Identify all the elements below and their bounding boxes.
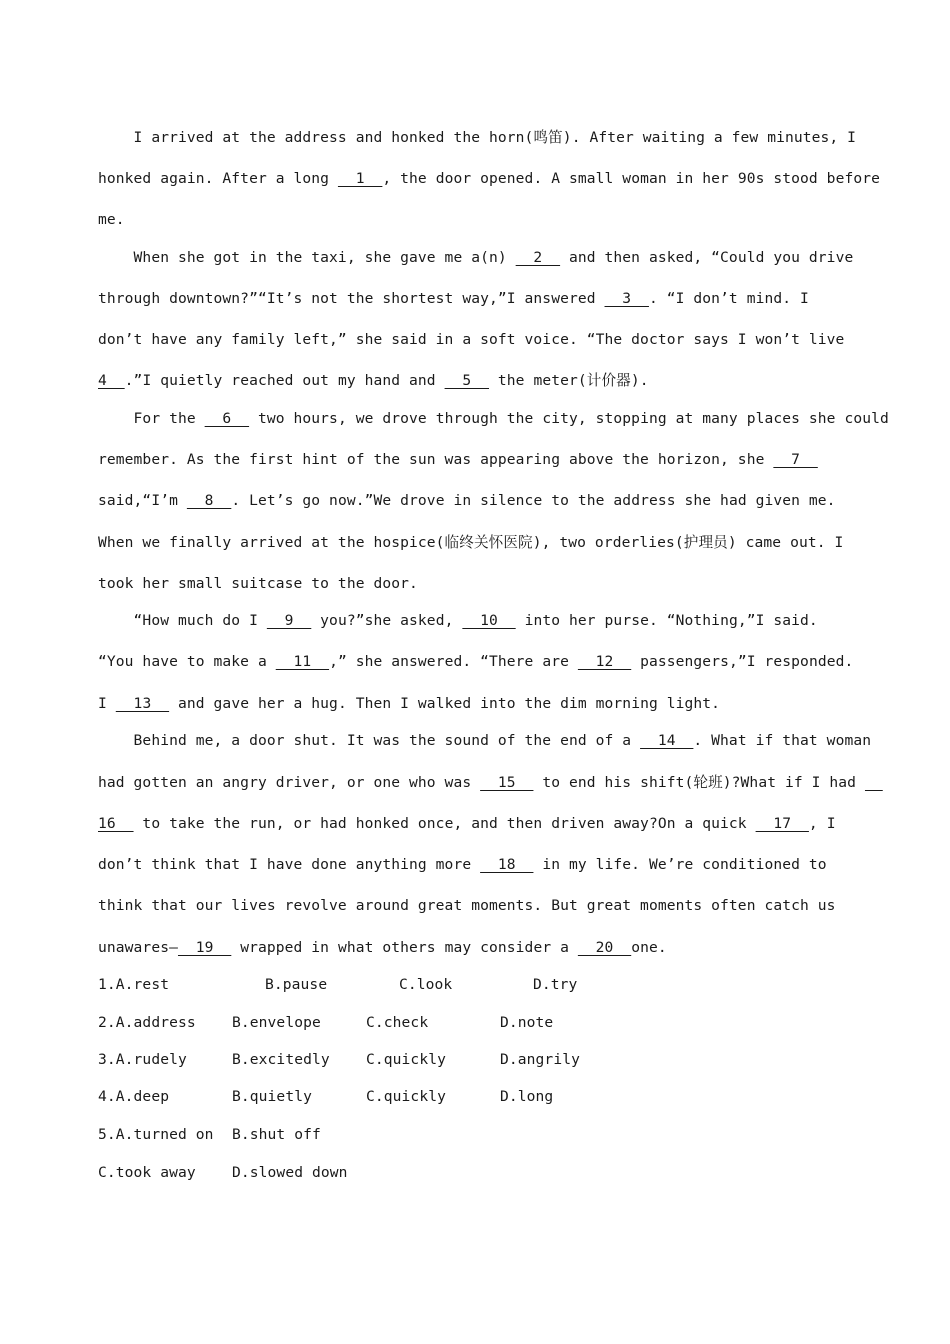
passage-text: ,” she answered. “There are: [329, 653, 578, 670]
blank-number: 2: [515, 249, 561, 266]
option-choice: 5.A.turned on: [98, 1126, 214, 1143]
blank-number: 15: [480, 774, 534, 791]
passage-text: . Let’s go now.”We drove in silence to the address she had given me.: [231, 492, 836, 509]
passage-line: [98, 855, 827, 875]
option-choice: 4.A.deep: [98, 1088, 170, 1105]
blank-number: 3: [604, 290, 649, 307]
passage-line: [98, 611, 818, 631]
option-choice: 2.A.address: [98, 1014, 196, 1031]
passage-text: remember. As the first hint of the sun was appearing above the horizon, she: [98, 451, 774, 468]
passage-text: I arrived at the address and honked the horn(鸣笛). After waiting a few minutes, I: [98, 129, 857, 146]
option-choice: D.note: [500, 1014, 554, 1031]
option-choice: D.angrily: [500, 1051, 580, 1068]
option-choice: D.slowed down: [232, 1164, 348, 1181]
option-choice: 1.A.rest: [98, 976, 170, 993]
passage-line: [98, 652, 853, 672]
passage-text: Behind me, a door shut. It was the sound of the end of a: [98, 732, 641, 749]
passage-text: passengers,”I responded.: [631, 653, 854, 670]
passage-text: “You have to make a: [98, 653, 276, 670]
passage-text: you?”she asked,: [311, 612, 463, 629]
passage-line: [98, 814, 836, 834]
passage-text: to take the run, or had honked once, and then driven away?On a quick: [133, 815, 756, 832]
passage-text: unawares—: [98, 939, 178, 956]
blank-number: 10: [462, 612, 516, 629]
passage-text: two hours, we drove through the city, stopping at many places she could: [249, 410, 889, 427]
blank-number: 8: [186, 492, 232, 509]
passage-line: [98, 491, 836, 511]
blank-number: 18: [480, 856, 534, 873]
passage-text: “How much do I: [98, 612, 267, 629]
blank-number: 20: [577, 939, 632, 956]
passage-text: .”I quietly reached out my hand and: [124, 372, 445, 389]
passage-text: think that our lives revolve around great moments. But great moments often catch us: [98, 897, 836, 914]
passage-text: through downtown?”“It’s not the shortest way,”I answered: [98, 290, 605, 307]
passage-line: [98, 896, 836, 916]
passage-line: [98, 694, 720, 714]
blank-number: 6: [204, 410, 250, 427]
passage-line: [98, 248, 853, 268]
passage-text: and gave her a hug. Then I walked into the dim morning light.: [169, 695, 721, 712]
option-choice: D.try: [533, 976, 578, 993]
passage-text: took her small suitcase to the door.: [98, 575, 418, 592]
blank-number: 5: [444, 372, 490, 389]
passage-line: [98, 450, 818, 470]
passage-text: , I: [808, 815, 836, 832]
passage-line: [98, 371, 649, 391]
passage-text: I: [98, 695, 116, 712]
passage-text: , the door opened. A small woman in her 90s stood before: [382, 170, 881, 187]
option-choice: C.check: [366, 1014, 429, 1031]
passage-line: [98, 938, 667, 958]
blank-number: 17: [755, 815, 809, 832]
blank-number: 7: [773, 451, 818, 468]
blank-number: 13: [115, 695, 170, 712]
passage-text: honked again. After a long: [98, 170, 338, 187]
blank-number: 11: [275, 653, 330, 670]
passage-line: [98, 574, 418, 594]
option-choice: B.quietly: [232, 1088, 312, 1105]
passage-text: one.: [631, 939, 667, 956]
passage-text: had gotten an angry driver, or one who was: [98, 774, 481, 791]
option-choice: 3.A.rudely: [98, 1051, 187, 1068]
passage-text: to end his shift(轮班)?What if I had: [533, 774, 865, 791]
blank-number: [865, 774, 883, 791]
option-choice: C.quickly: [366, 1088, 446, 1105]
option-choice: C.quickly: [366, 1051, 446, 1068]
passage-text: When we finally arrived at the hospice(临终关怀医院), two orderlies(护理员) came out. I: [98, 534, 844, 551]
passage-line: [98, 289, 809, 309]
blank-number: 16: [98, 815, 134, 832]
passage-line: [98, 533, 843, 553]
blank-number: 1: [337, 170, 383, 187]
passage-text: and then asked, “Could you drive: [560, 249, 854, 266]
option-choice: D.long: [500, 1088, 554, 1105]
option-choice: B.excitedly: [232, 1051, 330, 1068]
blank-number: 12: [577, 653, 632, 670]
blank-number: 19: [177, 939, 232, 956]
blank-number: 4: [98, 372, 125, 389]
passage-text: the meter(计价器).: [489, 372, 649, 389]
option-choice: B.envelope: [232, 1014, 321, 1031]
passage-text: me.: [98, 211, 125, 228]
passage-line: [98, 409, 889, 429]
option-choice: B.shut off: [232, 1126, 321, 1143]
passage-text: wrapped in what others may consider a: [231, 939, 578, 956]
passage-text: For the: [98, 410, 205, 427]
option-choice: C.took away: [98, 1164, 196, 1181]
passage-text: don’t think that I have done anything more: [98, 856, 481, 873]
passage-text: don’t have any family left,” she said in a soft voice. “The doctor says I won’t live: [98, 331, 845, 348]
passage-text: said,“I’m: [98, 492, 187, 509]
option-choice: B.pause: [265, 976, 328, 993]
passage-text: . “I don’t mind. I: [648, 290, 809, 307]
blank-number: 9: [266, 612, 312, 629]
passage-line: [98, 773, 883, 793]
passage-line: [98, 330, 844, 350]
passage-line: [98, 128, 856, 148]
blank-number: 14: [640, 732, 694, 749]
passage-line: [98, 169, 880, 189]
passage-text: . What if that woman: [693, 732, 872, 749]
passage-text: in my life. We’re conditioned to: [533, 856, 827, 873]
passage-line: [98, 210, 125, 230]
passage-text: When she got in the taxi, she gave me a(n): [98, 249, 516, 266]
option-choice: C.look: [399, 976, 453, 993]
passage-line: [98, 731, 871, 751]
passage-text: into her purse. “Nothing,”I said.: [515, 612, 818, 629]
